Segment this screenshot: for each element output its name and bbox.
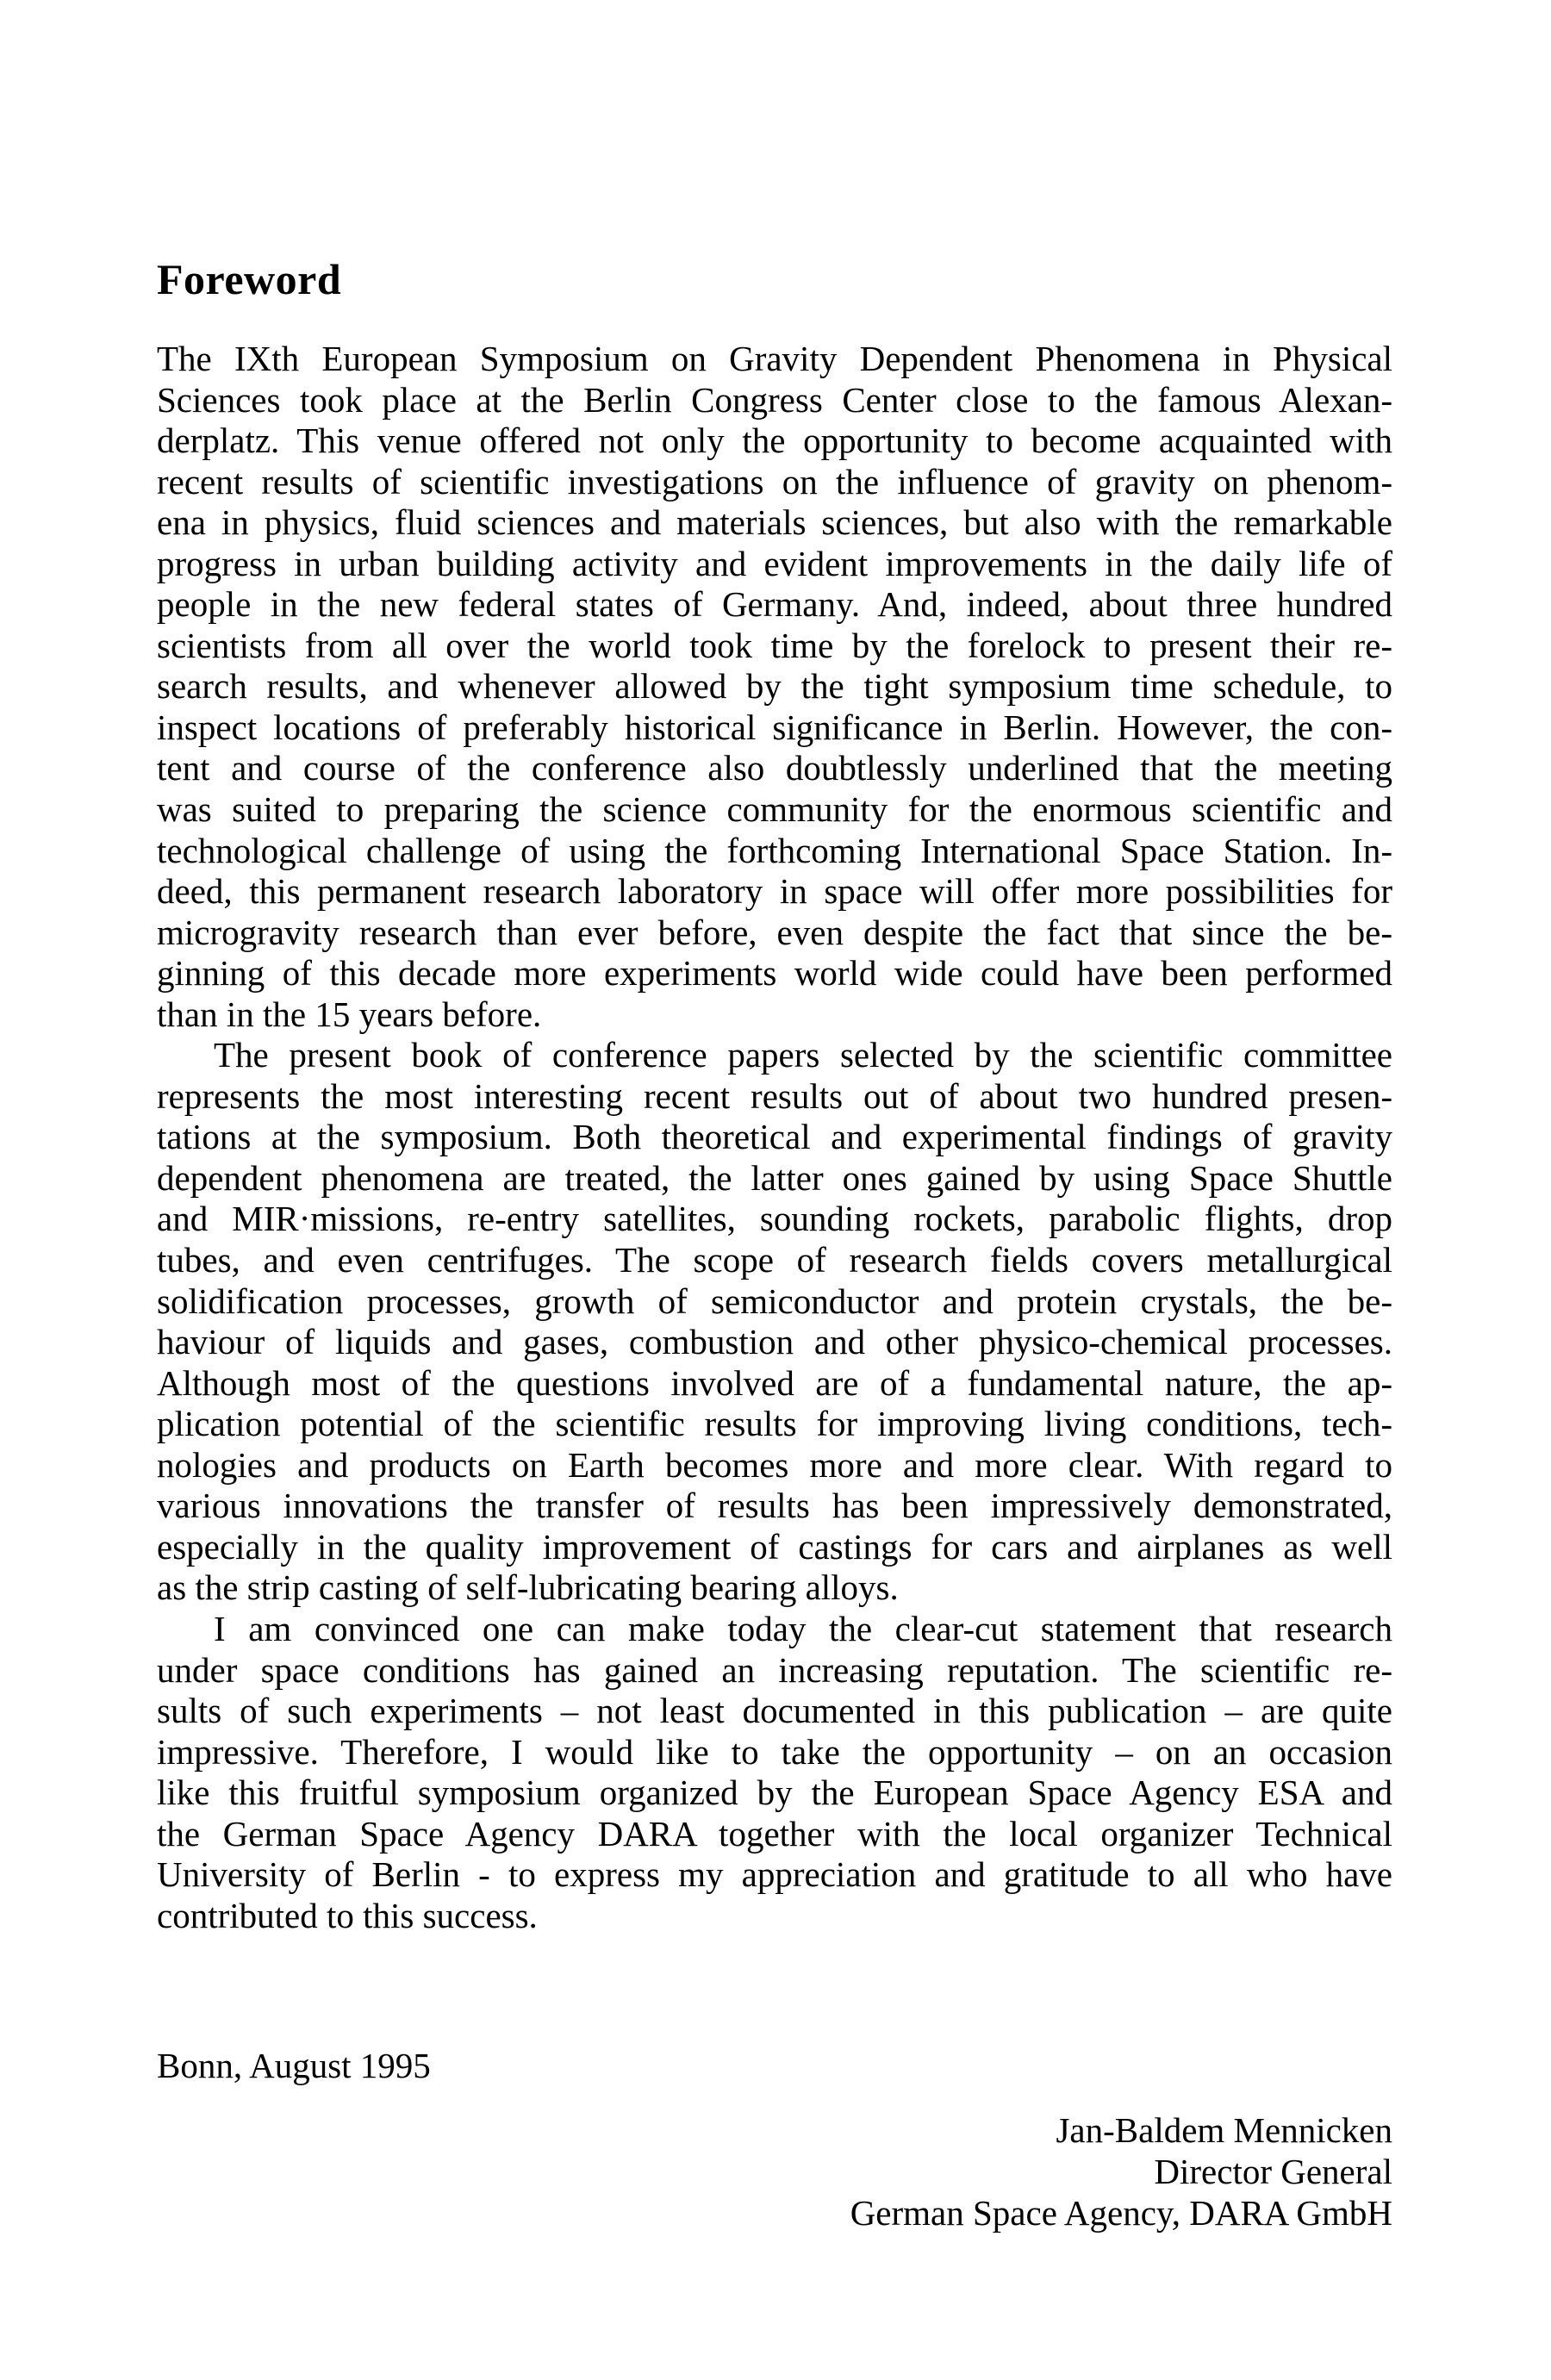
text-line: The present book of conference papers selected by the scientific committee <box>214 1035 1392 1075</box>
text-line: scientists from all over the world took time by the forelock to present their re- <box>157 625 1392 665</box>
text-line: contributed to this success. <box>157 1895 538 1935</box>
text-line: recent results of scientific investigations on the influence of gravity on phenom- <box>157 461 1392 502</box>
signatory-name: Jan-Baldem Mennicken <box>1056 2110 1392 2150</box>
text-line: inspect locations of preferably historical significance in Berlin. However, the con- <box>157 707 1392 747</box>
text-line: the German Space Agency DARA together with the local organizer Technical <box>157 1813 1392 1854</box>
paragraph-3 <box>157 1609 1392 1936</box>
text-line: microgravity research than ever before, even despite the fact that since the be- <box>157 912 1392 952</box>
text-line: various innovations the transfer of results has been impressively demonstrated, <box>157 1486 1392 1526</box>
text-line: solidification processes, growth of semiconductor and protein crystals, the be- <box>157 1280 1392 1321</box>
text-line: I am convinced one can make today the clear-cut statement that research <box>214 1608 1392 1648</box>
text-line: deed, this permanent research laboratory in space will offer more possibilities for <box>157 871 1392 912</box>
text-line: haviour of liquids and gases, combustion and other physico-chemical processes. <box>157 1322 1392 1362</box>
text-line: impressive. Therefore, I would like to take the opportunity – on an occasion <box>157 1731 1392 1772</box>
text-line: Although most of the questions involved are of a fundamental nature, the ap- <box>157 1362 1392 1403</box>
text-line: University of Berlin - to express my appreciation and gratitude to all who have <box>157 1854 1392 1895</box>
text-line: was suited to preparing the science community for the enormous scientific and <box>157 789 1392 830</box>
text-line: tent and course of the conference also doubtlessly underlined that the meeting <box>157 748 1392 788</box>
text-line: like this fruitful symposium organized by the European Space Agency ESA and <box>157 1773 1392 1813</box>
text-line: especially in the quality improvement of castings for cars and airplanes as well <box>157 1526 1392 1567</box>
text-line: as the strip casting of self-lubricating bearing alloys. <box>157 1567 899 1608</box>
text-line: technological challenge of using the forthcoming International Space Station. In- <box>157 830 1392 870</box>
text-line: nologies and products on Earth becomes more and more clear. With regard to <box>157 1444 1392 1485</box>
text-line: represents the most interesting recent results out of about two hundred presen- <box>157 1075 1392 1116</box>
text-line: The IXth European Symposium on Gravity Dependent Phenomena in Physical <box>157 339 1392 378</box>
text-line: ginning of this decade more experiments world wide could have been performed <box>157 953 1392 994</box>
text-line: tubes, and even centrifuges. The scope of research fields covers metallurgical <box>157 1240 1392 1280</box>
text-line: people in the new federal states of Germany. And, indeed, about three hundred <box>157 584 1392 625</box>
paragraph-1 <box>157 339 1392 1035</box>
text-line: sults of such experiments – not least documented in this publication – are quite <box>157 1691 1392 1731</box>
text-line: Sciences took place at the Berlin Congress Center close to the famous Alexan- <box>157 379 1392 420</box>
text-line: progress in urban building activity and evident improvements in the daily life of <box>157 543 1392 583</box>
foreword-body <box>157 339 1392 1936</box>
text-line: search results, and whenever allowed by the tight symposium time schedule, to <box>157 666 1392 707</box>
text-line: derplatz. This venue offered not only the opportunity to become acquainted with <box>157 421 1392 461</box>
text-line: dependent phenomena are treated, the latter ones gained by using Space Shuttle <box>157 1157 1392 1198</box>
text-line: under space conditions has gained an increasing reputation. The scientific re- <box>157 1649 1392 1690</box>
text-line: ena in physics, fluid sciences and materials sciences, but also with the remarkable <box>157 502 1392 543</box>
text-line: plication potential of the scientific results for improving living conditions, tech- <box>157 1404 1392 1444</box>
page-title: Foreword <box>157 255 342 303</box>
signatory-position: Director General <box>1154 2152 1392 2191</box>
text-line: tations at the symposium. Both theoretical and experimental findings of gravity <box>157 1117 1392 1157</box>
signature-block <box>850 2109 1392 2234</box>
text-line: and MIR·missions, re-entry satellites, sounding rockets, parabolic flights, drop <box>157 1199 1392 1239</box>
paragraph-2 <box>157 1035 1392 1609</box>
text-line: than in the 15 years before. <box>157 994 542 1034</box>
place-and-date: Bonn, August 1995 <box>157 2046 431 2085</box>
signatory-organization: German Space Agency, DARA GmbH <box>850 2193 1392 2233</box>
